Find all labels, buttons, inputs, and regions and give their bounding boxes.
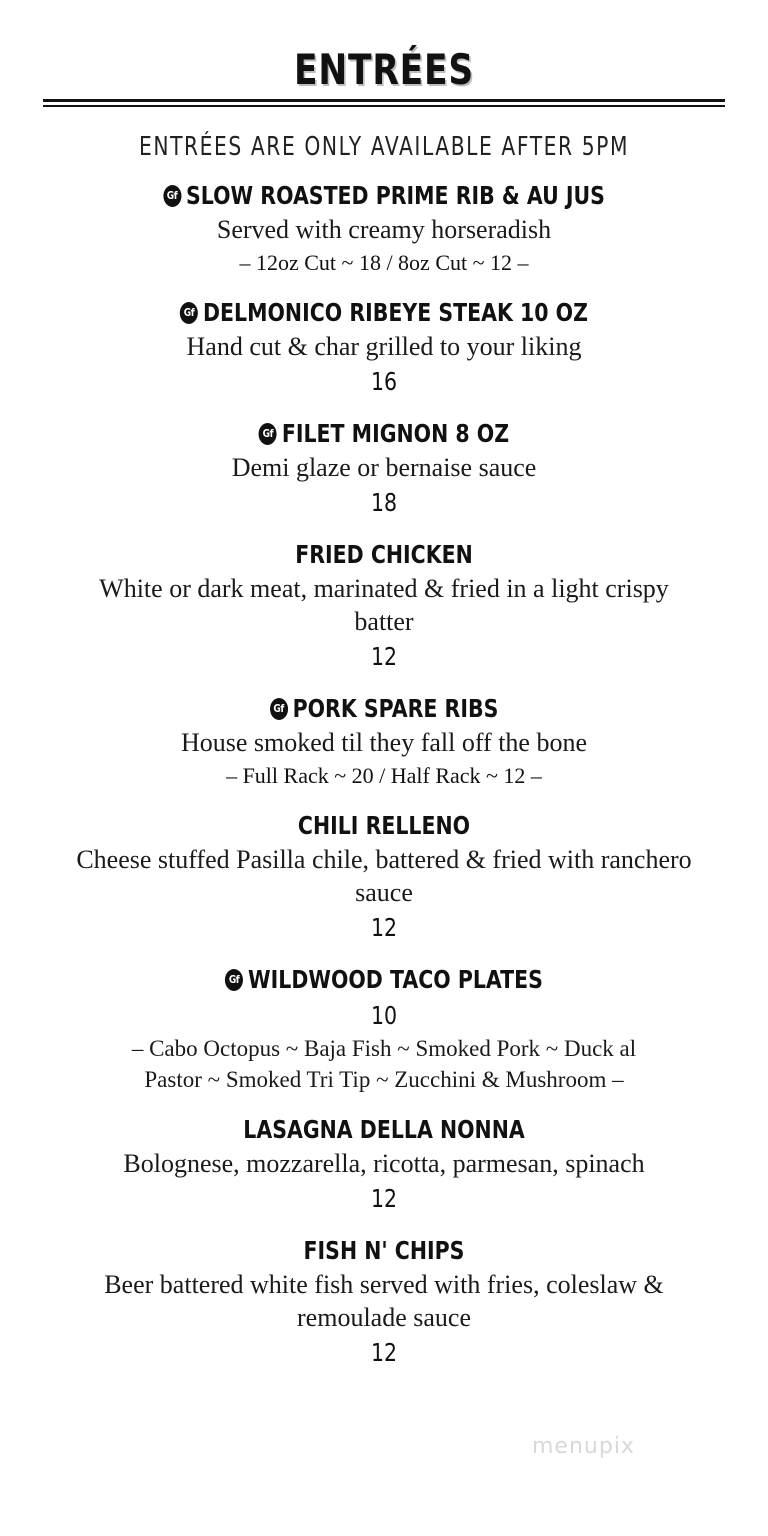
menu-item-taco-plates: [0, 963, 768, 1095]
menu-item-price: 10: [370, 1001, 398, 1030]
menu-item-name: PORK SPARE RIBS: [292, 694, 499, 723]
menu-item-price: 12: [370, 1338, 398, 1367]
menu-item-name: DELMONICO RIBEYE STEAK 10 OZ: [203, 298, 588, 327]
page-title: ENTRÉES: [294, 45, 474, 94]
menu-item-fish-n-chips: [0, 1234, 768, 1370]
menu-item-title: [69, 809, 699, 843]
menu-item-name: CHILI RELLENO: [297, 811, 471, 840]
menu-item-lasagna: [0, 1113, 768, 1216]
menu-item-description: Served with creamy horseradish: [216, 215, 552, 244]
menu-item-description: Hand cut & char grilled to your liking: [186, 332, 582, 361]
menu-item-description: Demi glaze or bernaise sauce: [231, 453, 537, 482]
menu-item-price: 12: [370, 642, 398, 671]
menu-item-price: 18: [370, 488, 398, 517]
menu-item-price: – 12oz Cut ~ 18 / 8oz Cut ~ 12 –: [239, 250, 529, 275]
menu-item-description: White or dark meat, marinated & fried in a light crispy batter: [99, 574, 669, 636]
menu-item-name: FILET MIGNON 8 OZ: [281, 419, 510, 448]
menu-item-price: 12: [370, 1184, 398, 1213]
menu-item-title: [69, 296, 699, 330]
menu-item-name: SLOW ROASTED PRIME RIB & AU JUS: [186, 181, 605, 210]
gluten-free-icon: Gf: [270, 698, 288, 720]
availability-notice: ENTRÉES ARE ONLY AVAILABLE AFTER 5PM: [138, 132, 630, 162]
menu-item-chili-relleno: [0, 809, 768, 945]
menu-item-title: [69, 963, 699, 997]
menu-item-name: LASAGNA DELLA NONNA: [243, 1115, 525, 1144]
menu-item-description: Bolognese, mozzarella, ricotta, parmesan, spinach: [123, 1149, 645, 1178]
menu-item-pork-spare-ribs: [0, 692, 768, 791]
menu-item-price: 12: [370, 913, 398, 942]
gluten-free-icon: Gf: [163, 185, 181, 207]
menu-item-options: – Cabo Octopus ~ Baja Fish ~ Smoked Pork ~ Duck al Pastor ~ Smoked Tri Tip ~ Zucchini & Mushroom –: [131, 1036, 637, 1092]
menu-item-name: FISH N' CHIPS: [303, 1236, 465, 1265]
title-divider-bottom: [43, 105, 725, 107]
menu-item-price: 16: [370, 367, 398, 396]
menu-item-title: [69, 538, 699, 572]
menu-item-ribeye: [0, 296, 768, 399]
gluten-free-icon: Gf: [180, 302, 198, 324]
menu-item-description: Cheese stuffed Pasilla chile, battered & fried with ranchero sauce: [76, 845, 692, 907]
title-divider-top: [43, 99, 725, 102]
menu-item-title: [69, 179, 699, 213]
gluten-free-icon: Gf: [225, 969, 243, 991]
menu-item-filet-mignon: [0, 417, 768, 520]
menu-item-prime-rib: [0, 179, 768, 278]
menu-item-fried-chicken: [0, 538, 768, 674]
menu-item-description: House smoked til they fall off the bone: [180, 728, 588, 757]
menu-item-title: [69, 1234, 699, 1268]
entree-list: [0, 179, 768, 1388]
menu-item-name: WILDWOOD TACO PLATES: [248, 965, 543, 994]
menu-item-name: FRIED CHICKEN: [295, 540, 473, 569]
gluten-free-icon: Gf: [259, 423, 277, 445]
menu-item-description: Beer battered white fish served with fries, coleslaw & remoulade sauce: [104, 1270, 664, 1332]
menu-item-title: [69, 692, 699, 726]
menu-item-price: – Full Rack ~ 20 / Half Rack ~ 12 –: [226, 763, 542, 788]
watermark-logo: menupix: [532, 1434, 635, 1459]
menu-item-title: [69, 1113, 699, 1147]
menu-item-title: [69, 417, 699, 451]
